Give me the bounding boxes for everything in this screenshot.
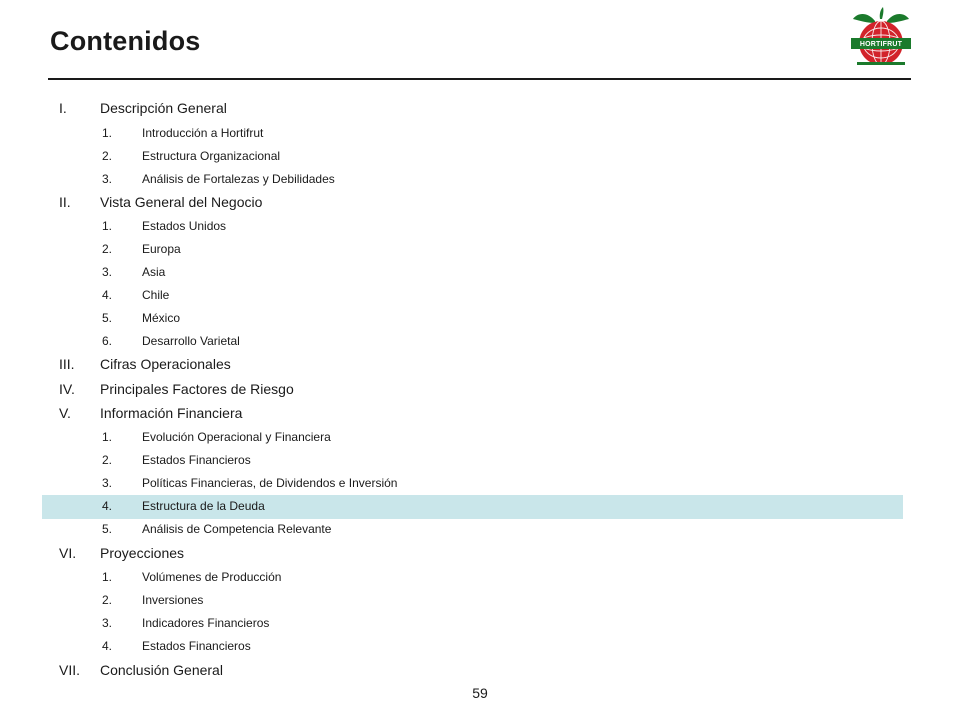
- toc-item[interactable]: [0, 429, 960, 449]
- section-label: Descripción General: [100, 100, 227, 116]
- toc-item[interactable]: [0, 521, 960, 541]
- toc-section[interactable]: [0, 405, 960, 425]
- logo-text: HORTIFRUT: [859, 41, 903, 48]
- item-label: Estructura Organizacional: [142, 149, 281, 163]
- item-number: 1.: [102, 430, 113, 444]
- item-label: Estados Financieros: [142, 453, 251, 467]
- toc-item[interactable]: [0, 171, 960, 191]
- toc-item[interactable]: [0, 264, 960, 284]
- toc-item[interactable]: [0, 218, 960, 238]
- item-label: Análisis de Competencia Relevante: [142, 522, 332, 536]
- item-number: 1.: [102, 219, 113, 233]
- section-label: Conclusión General: [100, 662, 223, 678]
- toc-item[interactable]: [0, 310, 960, 330]
- section-number: II.: [59, 194, 71, 210]
- item-label: Políticas Financieras, de Dividendos e Inversión: [142, 476, 398, 490]
- item-number: 5.: [102, 311, 113, 325]
- toc-item[interactable]: [0, 148, 960, 168]
- item-label: Desarrollo Varietal: [142, 334, 240, 348]
- section-number: VI.: [59, 545, 77, 561]
- item-number: 4.: [102, 639, 113, 653]
- toc-section[interactable]: [0, 194, 960, 214]
- section-label: Vista General del Negocio: [100, 194, 263, 210]
- item-number: 1.: [102, 126, 113, 140]
- item-label: Europa: [142, 242, 181, 256]
- item-label: Chile: [142, 288, 170, 302]
- item-label: Estados Unidos: [142, 219, 227, 233]
- toc-item[interactable]: [0, 615, 960, 635]
- item-label: Introducción a Hortifrut: [142, 126, 264, 140]
- item-number: 3.: [102, 616, 113, 630]
- item-number: 2.: [102, 149, 113, 163]
- section-label: Principales Factores de Riesgo: [100, 381, 294, 397]
- toc-section[interactable]: [0, 100, 960, 120]
- section-number: VII.: [59, 662, 81, 678]
- toc-item[interactable]: [0, 333, 960, 353]
- item-number: 3.: [102, 476, 113, 490]
- item-number: 3.: [102, 265, 113, 279]
- item-number: 4.: [102, 288, 113, 302]
- item-label: Indicadores Financieros: [142, 616, 270, 630]
- section-number: IV.: [59, 381, 75, 397]
- section-number: III.: [59, 356, 75, 372]
- toc-item[interactable]: [0, 287, 960, 307]
- item-label: Inversiones: [142, 593, 204, 607]
- item-number: 2.: [102, 593, 113, 607]
- item-label: Estados Financieros: [142, 639, 251, 653]
- toc-section[interactable]: [0, 381, 960, 401]
- toc-item-highlighted[interactable]: [0, 498, 960, 518]
- item-number: 6.: [102, 334, 113, 348]
- item-number: 1.: [102, 570, 113, 584]
- item-number: 5.: [102, 522, 113, 536]
- item-label: Análisis de Fortalezas y Debilidades: [142, 172, 335, 186]
- toc-item[interactable]: [0, 592, 960, 612]
- section-label: Cifras Operacionales: [100, 356, 231, 372]
- item-label: Estructura de la Deuda: [142, 499, 265, 513]
- toc-section[interactable]: [0, 545, 960, 565]
- item-number: 4.: [102, 499, 113, 513]
- toc-item[interactable]: [0, 241, 960, 261]
- toc-item[interactable]: [0, 475, 960, 495]
- page-number: 59: [472, 685, 488, 701]
- toc-item[interactable]: [0, 569, 960, 589]
- toc-section[interactable]: [0, 356, 960, 376]
- item-number: 2.: [102, 453, 113, 467]
- item-label: Asia: [142, 265, 166, 279]
- toc-item[interactable]: [0, 125, 960, 145]
- toc-section[interactable]: [0, 662, 960, 682]
- toc-item[interactable]: [0, 638, 960, 658]
- item-label: Volúmenes de Producción: [142, 570, 282, 584]
- toc-item[interactable]: [0, 452, 960, 472]
- item-label: Evolución Operacional y Financiera: [142, 430, 331, 444]
- item-number: 3.: [102, 172, 113, 186]
- section-label: Proyecciones: [100, 545, 185, 561]
- section-number: I.: [59, 100, 67, 116]
- section-number: V.: [59, 405, 71, 421]
- item-label: México: [142, 311, 181, 325]
- item-number: 2.: [102, 242, 113, 256]
- page-title: Contenidos: [50, 26, 201, 56]
- section-label: Información Financiera: [100, 405, 243, 421]
